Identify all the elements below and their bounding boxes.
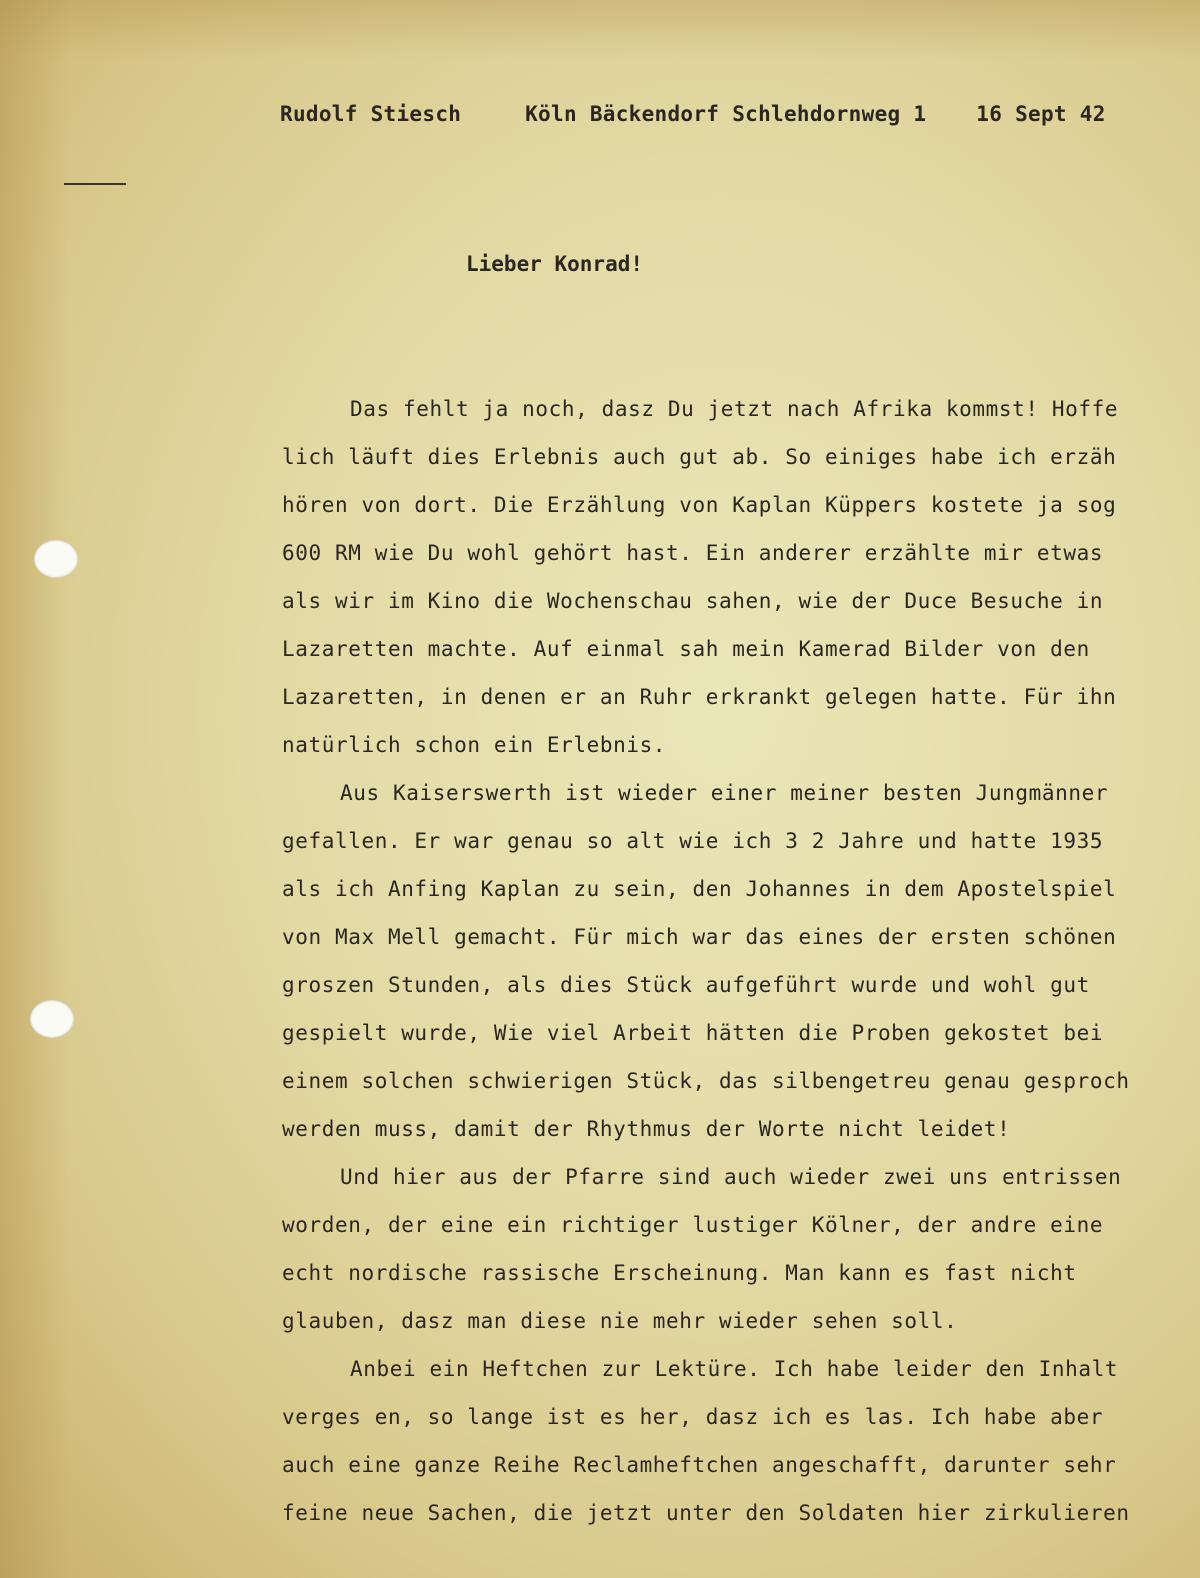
body-line: lich läuft dies Erlebnis auch gut ab. So einiges habe ich erzäh	[282, 445, 1117, 469]
body-line: hören von dort. Die Erzählung von Kaplan Küppers kostete ja sog	[282, 493, 1117, 517]
body-line: auch eine ganze Reihe Reclamheftchen angeschafft, darunter sehr	[282, 1453, 1117, 1477]
body-line: Aus Kaiserswerth ist wieder einer meiner besten Jungmänner	[340, 781, 1109, 805]
body-line: Das fehlt ja noch, dasz Du jetzt nach Afrika kommst! Hoffe	[350, 397, 1119, 421]
body-line: Anbei ein Heftchen zur Lektüre. Ich habe leider den Inhalt	[350, 1357, 1119, 1381]
body-line: als ich Anfing Kaplan zu sein, den Johannes in dem Apostelspiel	[282, 877, 1117, 901]
paper-top-stain	[0, 0, 1200, 60]
body-line: gespielt wurde, Wie viel Arbeit hätten die Proben gekostet bei	[282, 1021, 1104, 1045]
punch-hole	[30, 1000, 74, 1038]
body-line: 600 RM wie Du wohl gehört hast. Ein anderer erzählte mir etwas	[282, 541, 1104, 565]
body-line: groszen Stunden, als dies Stück aufgeführt wurde und wohl gut	[282, 973, 1090, 997]
body-line: Und hier aus der Pfarre sind auch wieder zwei uns entrissen	[340, 1165, 1122, 1189]
body-line: einem solchen schwierigen Stück, das silbengetreu genau gesproch	[282, 1069, 1130, 1093]
body-line: worden, der eine ein richtiger lustiger Kölner, der andre eine	[282, 1213, 1104, 1237]
letter-header	[280, 102, 1150, 126]
body-line: Lazaretten, in denen er an Ruhr erkrankt gelegen hatte. Für ihn	[282, 685, 1117, 709]
body-line: natürlich schon ein Erlebnis.	[282, 733, 667, 757]
body-line: glauben, dasz man diese nie mehr wieder sehen soll.	[282, 1309, 958, 1333]
body-line: von Max Mell gemacht. Für mich war das eines der ersten schönen	[282, 925, 1117, 949]
punch-hole	[34, 540, 78, 578]
body-line: gefallen. Er war genau so alt wie ich 3 2 Jahre und hatte 1935	[282, 829, 1104, 853]
letter-body	[282, 392, 1200, 1544]
body-line: echt nordische rassische Erscheinung. Man kann es fast nicht	[282, 1261, 1077, 1285]
body-line: Lazaretten machte. Auf einmal sah mein Kamerad Bilder von den	[282, 637, 1090, 661]
body-line: verges en, so lange ist es her, dasz ich es las. Ich habe aber	[282, 1405, 1104, 1429]
paper-edge-stain	[0, 0, 70, 1578]
pen-mark	[64, 183, 126, 185]
body-line: als wir im Kino die Wochenschau sahen, wie der Duce Besuche in	[282, 589, 1104, 613]
salutation: Lieber Konrad!	[466, 252, 644, 276]
body-line: werden muss, damit der Rhythmus der Worte nicht leidet!	[282, 1117, 1011, 1141]
sender-name: Rudolf Stiesch	[280, 102, 462, 126]
body-line: feine neue Sachen, die jetzt unter den Soldaten hier zirkulieren	[282, 1501, 1130, 1525]
sender-address: Köln Bäckendorf Schlehdornweg 1	[525, 102, 927, 126]
letter-date: 16 Sept 42	[976, 102, 1106, 126]
